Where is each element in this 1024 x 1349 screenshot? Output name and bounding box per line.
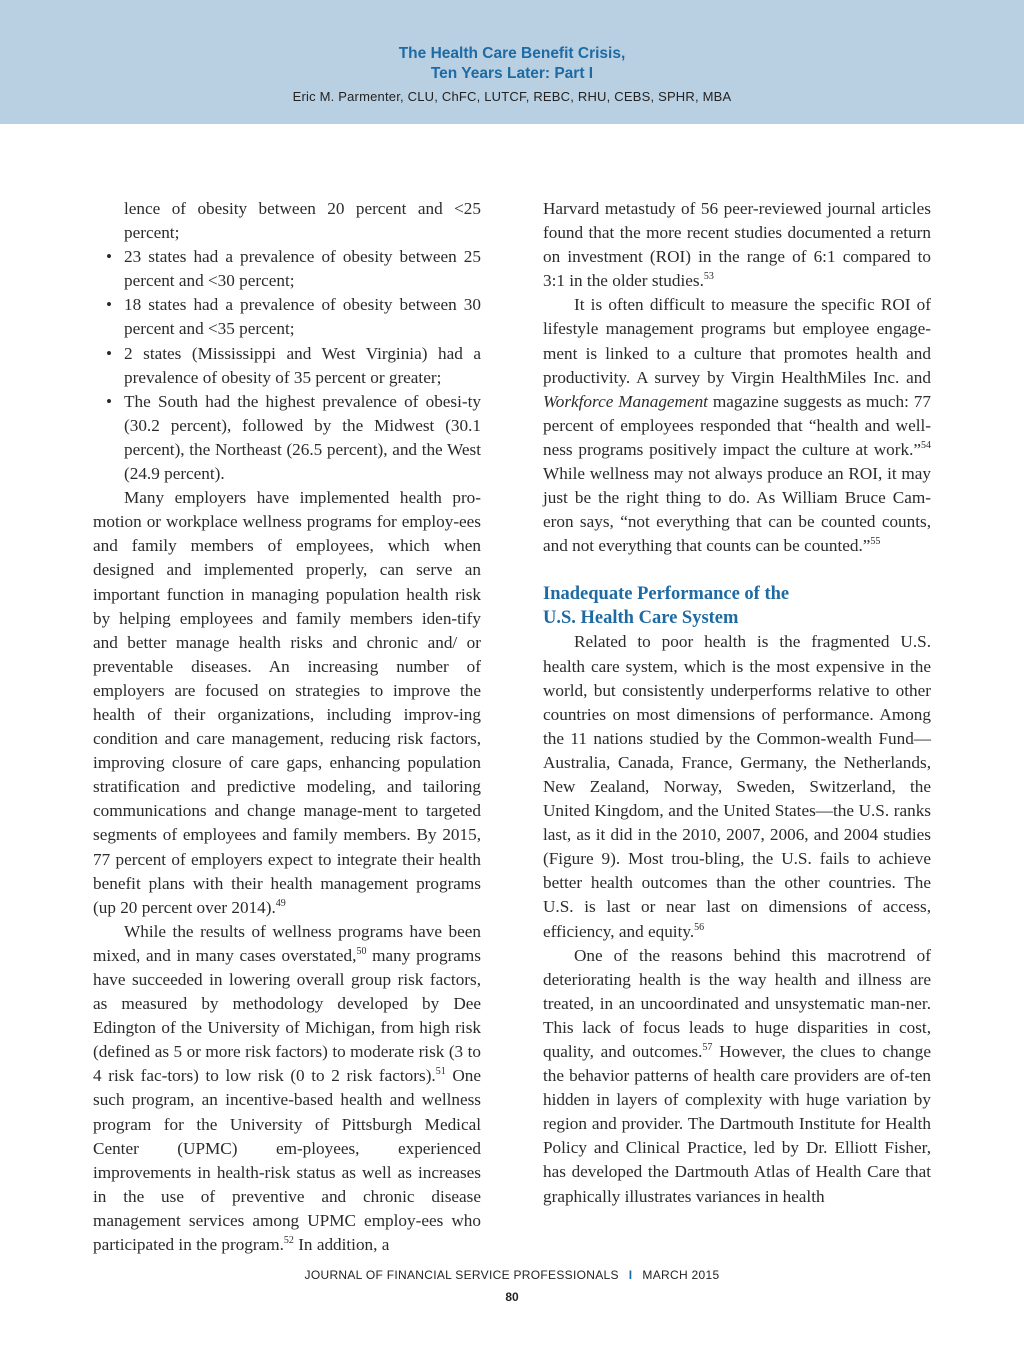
paragraph: It is often difficult to measure the specific ROI of lifestyle management programs but employee engage-ment is linked to a culture that promotes health and productivity. A survey by Virgin HealthMiles Inc. and Workforce Management magazine suggests as much: 77 percent of employees responded that “health and well-ness programs positively impact the culture at work.”$^{54}$ While wellness may not always produce an ROI, it may just be the right thing to do. As William Bruce Cam-eron says, “not everything that can be counted counts, and not everything that counts can be counted.”$^{55}$ (543, 295, 931, 556)
bullet-dot-icon: • (106, 247, 113, 267)
bullet-continuation: lence of obesity between 20 percent and <25 percent; (124, 199, 481, 243)
right-column (543, 197, 931, 1209)
paragraph: While the results of wellness programs have been mixed, and in many cases overstated,$^{50}$ many programs have succeeded in lowering overall group risk factors, as measured by methodology developed by Dee Edington of the University of Michigan, from high risk (defined as 5 or more risk factors) to moderate risk (3 to 4 risk fac-tors) to low risk (0 to 2 risk factors).$^{51}$ One such program, an incentive-based health and wellness program for the University of Pittsburgh Medical Center (UPMC) em-ployees, experienced improvements in health-risk status as well as increases in the use of preventive and chronic disease management services among UPMC employ-ees who participated in the program.$^{52}$ In addition, a (93, 921, 481, 1255)
footnote-ref: 52 (283, 1235, 294, 1247)
bullet-item: • 2 states (Mississippi and West Virginia) had a prevalence of obesity of 35 percent or greater; (106, 343, 481, 387)
page-header (0, 0, 1024, 124)
publication-title: Workforce Management (543, 391, 708, 411)
footnote-ref: 53 (703, 271, 714, 283)
journal-name: JOURNAL OF FINANCIAL SERVICE PROFESSIONALS (304, 1268, 619, 1282)
author-byline: Eric M. Parmenter, CLU, ChFC, LUTCF, REBC, RHU, CEBS, SPHR, MBA (292, 89, 732, 104)
footnote-ref: 54 (921, 439, 931, 451)
footnote-ref: 56 (694, 921, 705, 933)
page-footer (0, 1268, 1024, 1282)
bullet-dot-icon: • (106, 391, 113, 411)
article-title-line2: Ten Years Later: Part I (430, 65, 594, 82)
footnote-ref: 50 (356, 945, 367, 957)
paragraph: Related to poor health is the fragmented U.S. health care system, which is the most expensive in the world, but consistently underperforms relative to other countries on most dimensions of performance. Among the 11 nations studied by the Common-wealth Fund—Australia, Canada, France, Germany, the Netherlands, New Zealand, Norway, Sweden, Switzerland, the United Kingdom, and the United States—the U.S. ranks last, as it did in the 2010, 2007, 2006, and 2004 studies (Figure 9). Most trou-bling, the U.S. fails to achieve better health outcomes than the other countries. The U.S. is last or near last on dimensions of access, efficiency, and equity.$^{56}$ (543, 632, 931, 941)
footnote-ref: 49 (275, 897, 286, 909)
left-column (93, 197, 481, 1257)
bullet-item: • The South had the highest prevalence of obesi-ty (30.2 percent), followed by the Midwest (30.1 percent), the Northeast (26.5 percent), and the West (24.9 percent). (106, 391, 481, 484)
bullet-item: • 23 states had a prevalence of obesity between 25 percent and <30 percent; (106, 247, 481, 291)
bullet-dot-icon: • (106, 343, 113, 363)
footnote-ref: 55 (870, 536, 881, 548)
bullet-item: • 18 states had a prevalence of obesity between 30 percent and <35 percent; (106, 295, 481, 339)
paragraph: One of the reasons behind this macrotrend of deteriorating health is the way health and illness are treated, in an uncoordinated and unsystematic man-ner. This lack of focus leads to huge disparities in cost, quality, and outcomes.$^{57}$ However, the clues to change the behavior patterns of health care providers are of-ten hidden in layers of complexity with huge variation by region and provider. The Dartmouth Institute for Health Policy and Clinical Practice, led by Dr. Elliott Fisher, has developed the Dartmouth Atlas of Health Care that graphically illustrates variances in health (543, 945, 931, 1206)
footer-separator: I (628, 1268, 633, 1282)
issue-date: MARCH 2015 (642, 1268, 720, 1282)
paragraph: Many employers have implemented health pro-motion or workplace wellness programs for employ-ees and family members of employees, which when designed and implemented properly, can serve an important function in managing population health risk by helping employees and family members iden-tify and better manage health risks and chronic and/ or preventable diseases. An increasing number of employers are focused on strategies to improve the health of their organizations, including improv-ing condition and care management, reducing risk factors, improving closure of care gaps, enhancing population stratification and predictive modeling, and tailoring communications and change manage-ment to targeted segments of employees and family members. By 2015, 77 percent of employers expect to integrate their health benefit plans with their health management programs (up 20 percent over 2014).$^{49}$ (93, 488, 481, 917)
article-title-line1: The Health Care Benefit Crisis, (398, 45, 626, 62)
bullet-list (93, 245, 481, 486)
page-number: 80 (505, 1290, 519, 1304)
footnote-ref: 57 (702, 1042, 713, 1053)
paragraph-continuation: Harvard metastudy of 56 peer-reviewed journal articles found that the more recent studies documented a return on investment (ROI) in the range of 6:1 compared to 3:1 in the older studies.$^{53}$ (543, 199, 931, 291)
bullet-dot-icon: • (106, 295, 113, 315)
footnote-ref: 51 (435, 1066, 446, 1078)
section-heading: Inadequate Performance of the U.S. Health Care System (543, 584, 790, 629)
